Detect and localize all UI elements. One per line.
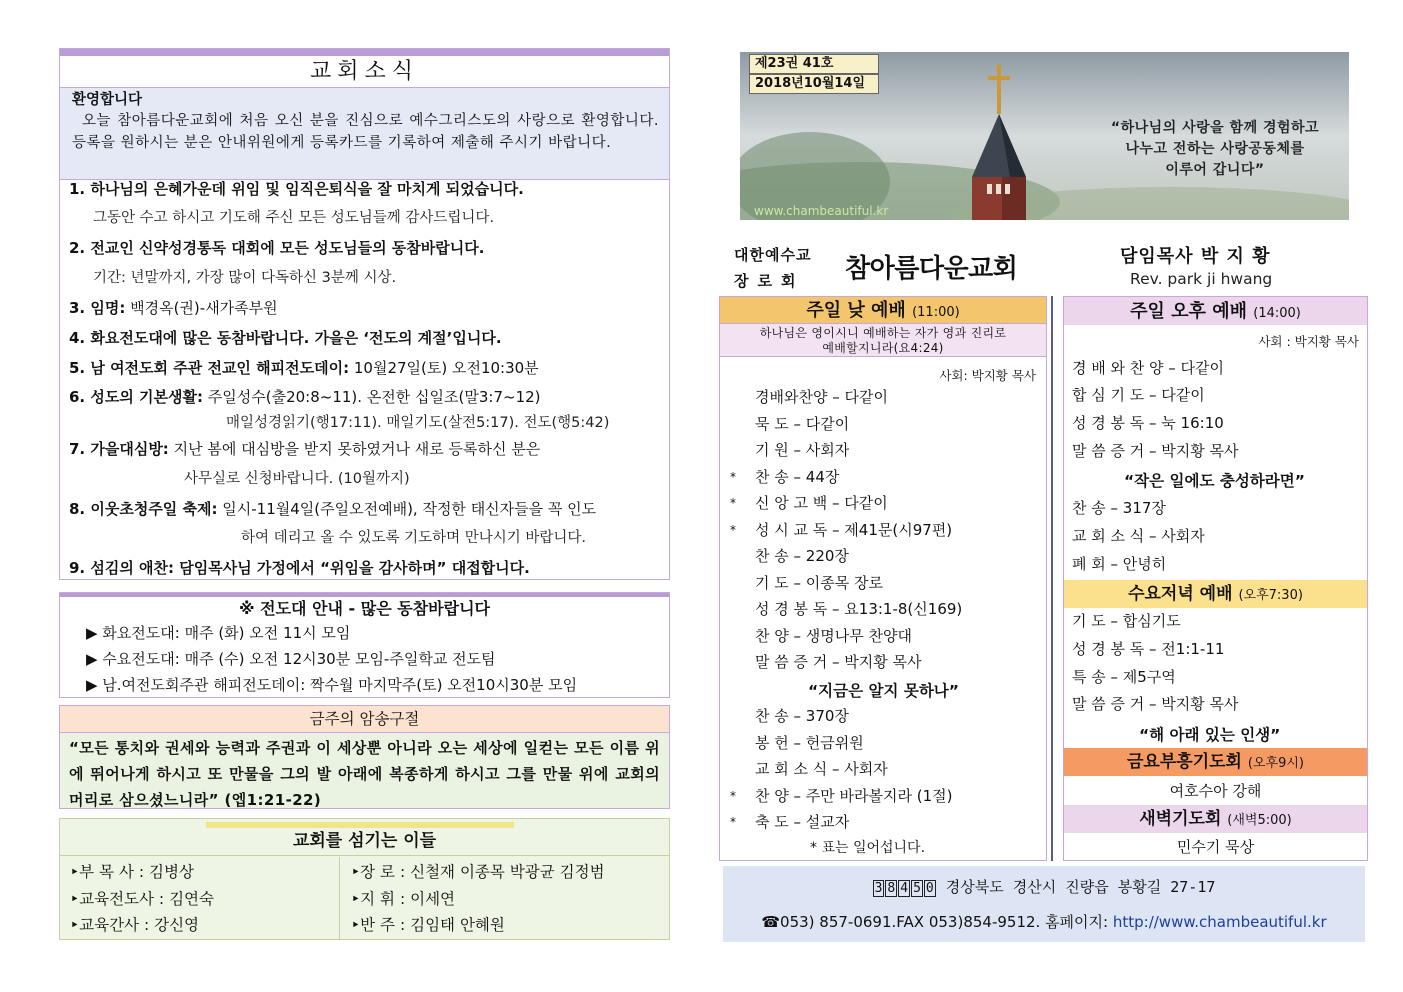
order-text: 성 경 봉 독 – 요13:1-8(신169) (755, 600, 963, 618)
news-item-4: 4. 화요전도대에 많은 동참바랍니다. 가을은 ‘전도의 계절’입니다. (69, 329, 502, 347)
servant-edu-staff: ‣교육간사 : 강신영 (70, 916, 200, 934)
order-text: 성 시 교 독 – 제41문(시97편) (755, 520, 953, 539)
issue-number: 제23권 41호 (749, 54, 879, 74)
order-text: 말 씀 증 거 – 박지황 목사 (755, 653, 922, 671)
evangelism-box (59, 592, 670, 698)
memory-verse-text: “모든 통치와 권세와 능력과 주권과 이 세상뿐 아니라 오는 세상에 일컫는 모든 이름 위에 뛰어나게 하시고 또 만물을 그의 발 아래에 복종하게 하시고 그를 만물 위에 교회의 머리로 삼으셨느니라” (엡1:21-22) (69, 739, 660, 809)
afternoon-order-item: 폐 회 – 안녕히 (1072, 555, 1167, 573)
sunday-order-item (755, 626, 912, 646)
news-item-8-detail: 하여 데리고 올 수 있도록 기도하며 만나시기 바랍니다. (241, 530, 587, 546)
senior-pastor-english: Rev. park ji hwang (1130, 270, 1273, 288)
wednesday-sermon-title: “해 아래 있는 인생” (1139, 726, 1281, 744)
afternoon-leader: 사회 : 박지황 목사 (1258, 334, 1359, 349)
news-item-6-detail: 매일성경읽기(행17:11). 매일기도(살전5:17). 전도(행5:42) (226, 415, 610, 431)
servants-box (59, 818, 670, 940)
welcome-section (60, 88, 669, 180)
order-text: 찬 송 – 370장 (755, 707, 849, 725)
servants-title-bar (206, 822, 514, 828)
servants-title-row (60, 819, 669, 856)
address-line (723, 876, 1365, 897)
friday-service-time: (오후9시) (1247, 756, 1304, 771)
sunday-order-item (755, 573, 883, 593)
sunday-order-item (730, 520, 953, 540)
news-item-9: 9. 섬김의 애찬: 담임목사님 가정에서 “위임을 감사하며” 대접합니다. (69, 559, 530, 577)
news-item-6: 6. 성도의 기본생활: 주일성수(출20:8~11). 온전한 십일조(말3:7~12) (69, 388, 541, 406)
afternoon-service-header (1064, 297, 1367, 325)
afternoon-order-item: 성 경 봉 독 – 눅 16:10 (1072, 414, 1224, 432)
order-text: 찬 양 – 생명나무 찬양대 (755, 626, 912, 645)
news-item-7-detail: 사무실로 신청바랍니다. (10월까지) (184, 471, 410, 487)
evangelism-title: ※ 전도대 안내 - 많은 동참바랍니다 (239, 599, 490, 618)
memory-verse-box (59, 705, 670, 809)
news-item-1: 1. 하나님의 은혜가운데 위임 및 임직은퇴식을 잘 마치게 되었습니다. (69, 180, 524, 198)
dawn-service-time: (새벽5:00) (1227, 813, 1292, 828)
standing-note: * 표는 일어섭니다. (810, 840, 926, 856)
sunday-order-item (755, 706, 849, 726)
church-banner (740, 52, 1349, 220)
order-text: 묵 도 – 다같이 (755, 414, 850, 433)
sunday-order-item (730, 812, 850, 832)
welcome-heading: 환영합니다 (72, 92, 143, 108)
order-text: 경배와찬양 – 다같이 (755, 388, 888, 406)
standing-mark-icon: * (730, 815, 736, 829)
wednesday-order-item: 말 씀 증 거 – 박지황 목사 (1072, 695, 1239, 713)
senior-pastor: 담임목사 박 지 황 (1120, 246, 1271, 267)
phone-fax: ☎053) 857-0691.FAX 053)854-9512. 홈페이지: (761, 913, 1113, 931)
zip-digit: 4 (900, 881, 909, 896)
sunday-service-header (720, 297, 1046, 324)
church-news-box (59, 48, 670, 580)
welcome-text: 오늘 참아름다운교회에 처음 오신 분을 진심으로 예수그리스도의 사랑으로 환영합니다. 등록을 원하시는 분은 안내위원에게 등록카드를 기록하여 제출해 주시기 바랍니다. (72, 113, 659, 151)
news-title: 교회소식 (60, 56, 669, 88)
church-name: 참아름다운교회 (845, 254, 1018, 284)
order-text: 기 원 – 사회자 (755, 441, 850, 459)
sunday-service-box (719, 296, 1047, 861)
order-text: 교 회 소 식 – 사회자 (755, 760, 888, 778)
afternoon-service-box (1063, 296, 1368, 861)
standing-mark-icon: * (730, 788, 736, 803)
street-address: 경상북도 경산시 진량읍 봉황길 27-17 (936, 878, 1216, 896)
zip-digit: 3 (874, 881, 883, 896)
news-item-8: 8. 이웃초청주일 축제: 일시-11월4일(주일오전예배), 작정한 태신자들을 꼭 인도 (69, 500, 597, 518)
order-text: 찬 양 – 주만 바라볼지라 (1절) (755, 786, 953, 805)
dawn-service-title: 새벽기도회 (1139, 809, 1222, 829)
zip-digit: 0 (925, 881, 934, 896)
sunday-order-item (755, 733, 864, 753)
friday-service-header (1064, 748, 1367, 776)
afternoon-service-time: (14:00) (1253, 306, 1301, 321)
afternoon-order-item: 합 심 기 도 – 다같이 (1072, 386, 1205, 404)
standing-mark-icon: * (730, 522, 736, 537)
zip-digit: 5 (913, 881, 921, 896)
afternoon-sermon-title: “작은 일에도 충성하라면” (1124, 472, 1305, 490)
servant-accompanist: ‣반 주 : 김임태 안혜원 (351, 916, 505, 934)
dawn-speaker: 민수기 묵상 (1176, 838, 1255, 856)
sunday-order-item (755, 759, 888, 779)
news-item-2: 2. 전교인 신약성경통독 대회에 모든 성도님들의 동참바랍니다. (69, 239, 485, 257)
sunday-order-item (755, 440, 849, 460)
servant-conductor: ‣지 휘 : 이세연 (351, 890, 456, 908)
wednesday-order-item: 특 송 – 제5구역 (1072, 668, 1176, 686)
wednesday-service-title: 수요저녁 예배 (1128, 584, 1233, 604)
contact-line (723, 911, 1365, 932)
sunday-order-item (755, 387, 888, 407)
sunday-order-item (755, 599, 962, 619)
news-top-bar (60, 49, 669, 56)
servant-assoc-pastor: ‣부 목 사 : 김병상 (70, 863, 194, 881)
wednesday-order-item: 기 도 – 합심기도 (1072, 612, 1181, 630)
order-text: 봉 헌 – 헌금위원 (755, 733, 864, 752)
denomination-line-1: 대한예수교 (734, 246, 812, 264)
afternoon-order-item: 경 배 와 찬 양 – 다같이 (1072, 359, 1225, 377)
evangelism-line-2: ▶ 수요전도대: 매주 (수) 오전 12시30분 모임-주일학교 전도팀 (86, 650, 496, 668)
church-motto: “하나님의 사랑을 함께 경험하고 나누고 전하는 사랑공동체를 이루어 갑니다” (1110, 120, 1320, 178)
order-text: 찬 송 – 44장 (755, 467, 840, 486)
standing-mark-icon: * (730, 496, 736, 510)
news-item-2-detail: 기간: 년말까지, 가장 많이 다독하신 3분께 시상. (93, 270, 397, 286)
order-text: 찬 송 – 220장 (755, 547, 849, 565)
news-item-5: 5. 남 여전도회 주관 전교인 해피전도데이: 10월27일(토) 오전10:30분 (69, 359, 539, 377)
sunday-order-item (755, 546, 849, 566)
wednesday-service-time: (오후7:30) (1238, 588, 1303, 603)
servant-edu-evangelist: ‣교육전도사 : 김연숙 (70, 890, 215, 908)
evangelism-line-1: ▶ 화요전도대: 매주 (화) 오전 11시 모임 (86, 624, 351, 642)
sunday-order-item (755, 652, 922, 672)
friday-service-title: 금요부흥기도회 (1127, 752, 1242, 772)
column-divider (1051, 296, 1053, 861)
denomination-line-2: 장로회 (734, 272, 805, 290)
dawn-service-header (1064, 805, 1367, 833)
banner-url: www.chambeautiful.kr (754, 204, 889, 218)
sunday-order-item (730, 493, 888, 513)
sunday-leader: 사회: 박지황 목사 (939, 368, 1036, 383)
sunday-sermon-title: “지금은 알지 못하나” (808, 682, 959, 700)
sunday-order-item (755, 414, 849, 434)
standing-mark-icon: * (730, 469, 736, 484)
order-text: 기 도 – 이종목 장로 (755, 573, 884, 592)
zip-digit: 8 (887, 881, 896, 896)
servants-divider (339, 857, 340, 939)
order-text: 신 앙 고 백 – 다같이 (755, 494, 888, 512)
wednesday-service-header (1064, 580, 1367, 608)
sunday-scripture: 하나님은 영이시니 예배하는 자가 영과 진리로 예배할지니라(요4:24) (720, 324, 1046, 357)
news-item-7: 7. 가을대심방: 지난 봄에 대심방을 받지 못하였거나 새로 등록하신 분은 (69, 440, 541, 458)
news-item-1-detail: 그동안 수고 하시고 기도해 주신 모든 성도님들께 감사드립니다. (93, 210, 495, 226)
order-text: 축 도 – 설교자 (755, 813, 850, 831)
friday-speaker: 여호수아 강해 (1169, 782, 1262, 800)
memory-verse-title: 금주의 암송구절 (60, 706, 669, 733)
sunday-order-item (730, 467, 840, 487)
news-item-3: 3. 임명: 백경옥(권)-새가족부원 (69, 299, 278, 317)
afternoon-order-item: 교 회 소 식 – 사회자 (1072, 527, 1205, 545)
afternoon-order-item: 말 씀 증 거 – 박지황 목사 (1072, 442, 1239, 460)
evangelism-line-3: ▶ 남.여전도회주관 해피전도데이: 짝수월 마지막주(토) 오전10시30분 모임 (86, 676, 578, 694)
homepage-link[interactable]: http://www.chambeautiful.kr (1112, 913, 1327, 931)
wednesday-order-item: 성 경 봉 독 – 전1:1-11 (1072, 640, 1225, 658)
afternoon-order-item: 찬 송 – 317장 (1072, 499, 1166, 517)
church-address-box (723, 866, 1365, 942)
afternoon-service-title: 주일 오후 예배 (1130, 301, 1247, 322)
sunday-service-time: (11:00) (912, 305, 960, 320)
servant-elders: ‣장 로 : 신철재 이종목 박광균 김정범 (351, 863, 605, 881)
sunday-order-item (730, 786, 953, 806)
sunday-service-title: 주일 낮 예배 (806, 300, 906, 321)
issue-date: 2018년10월14일 (749, 74, 879, 94)
servants-title: 교회를 섬기는 이들 (292, 831, 437, 851)
